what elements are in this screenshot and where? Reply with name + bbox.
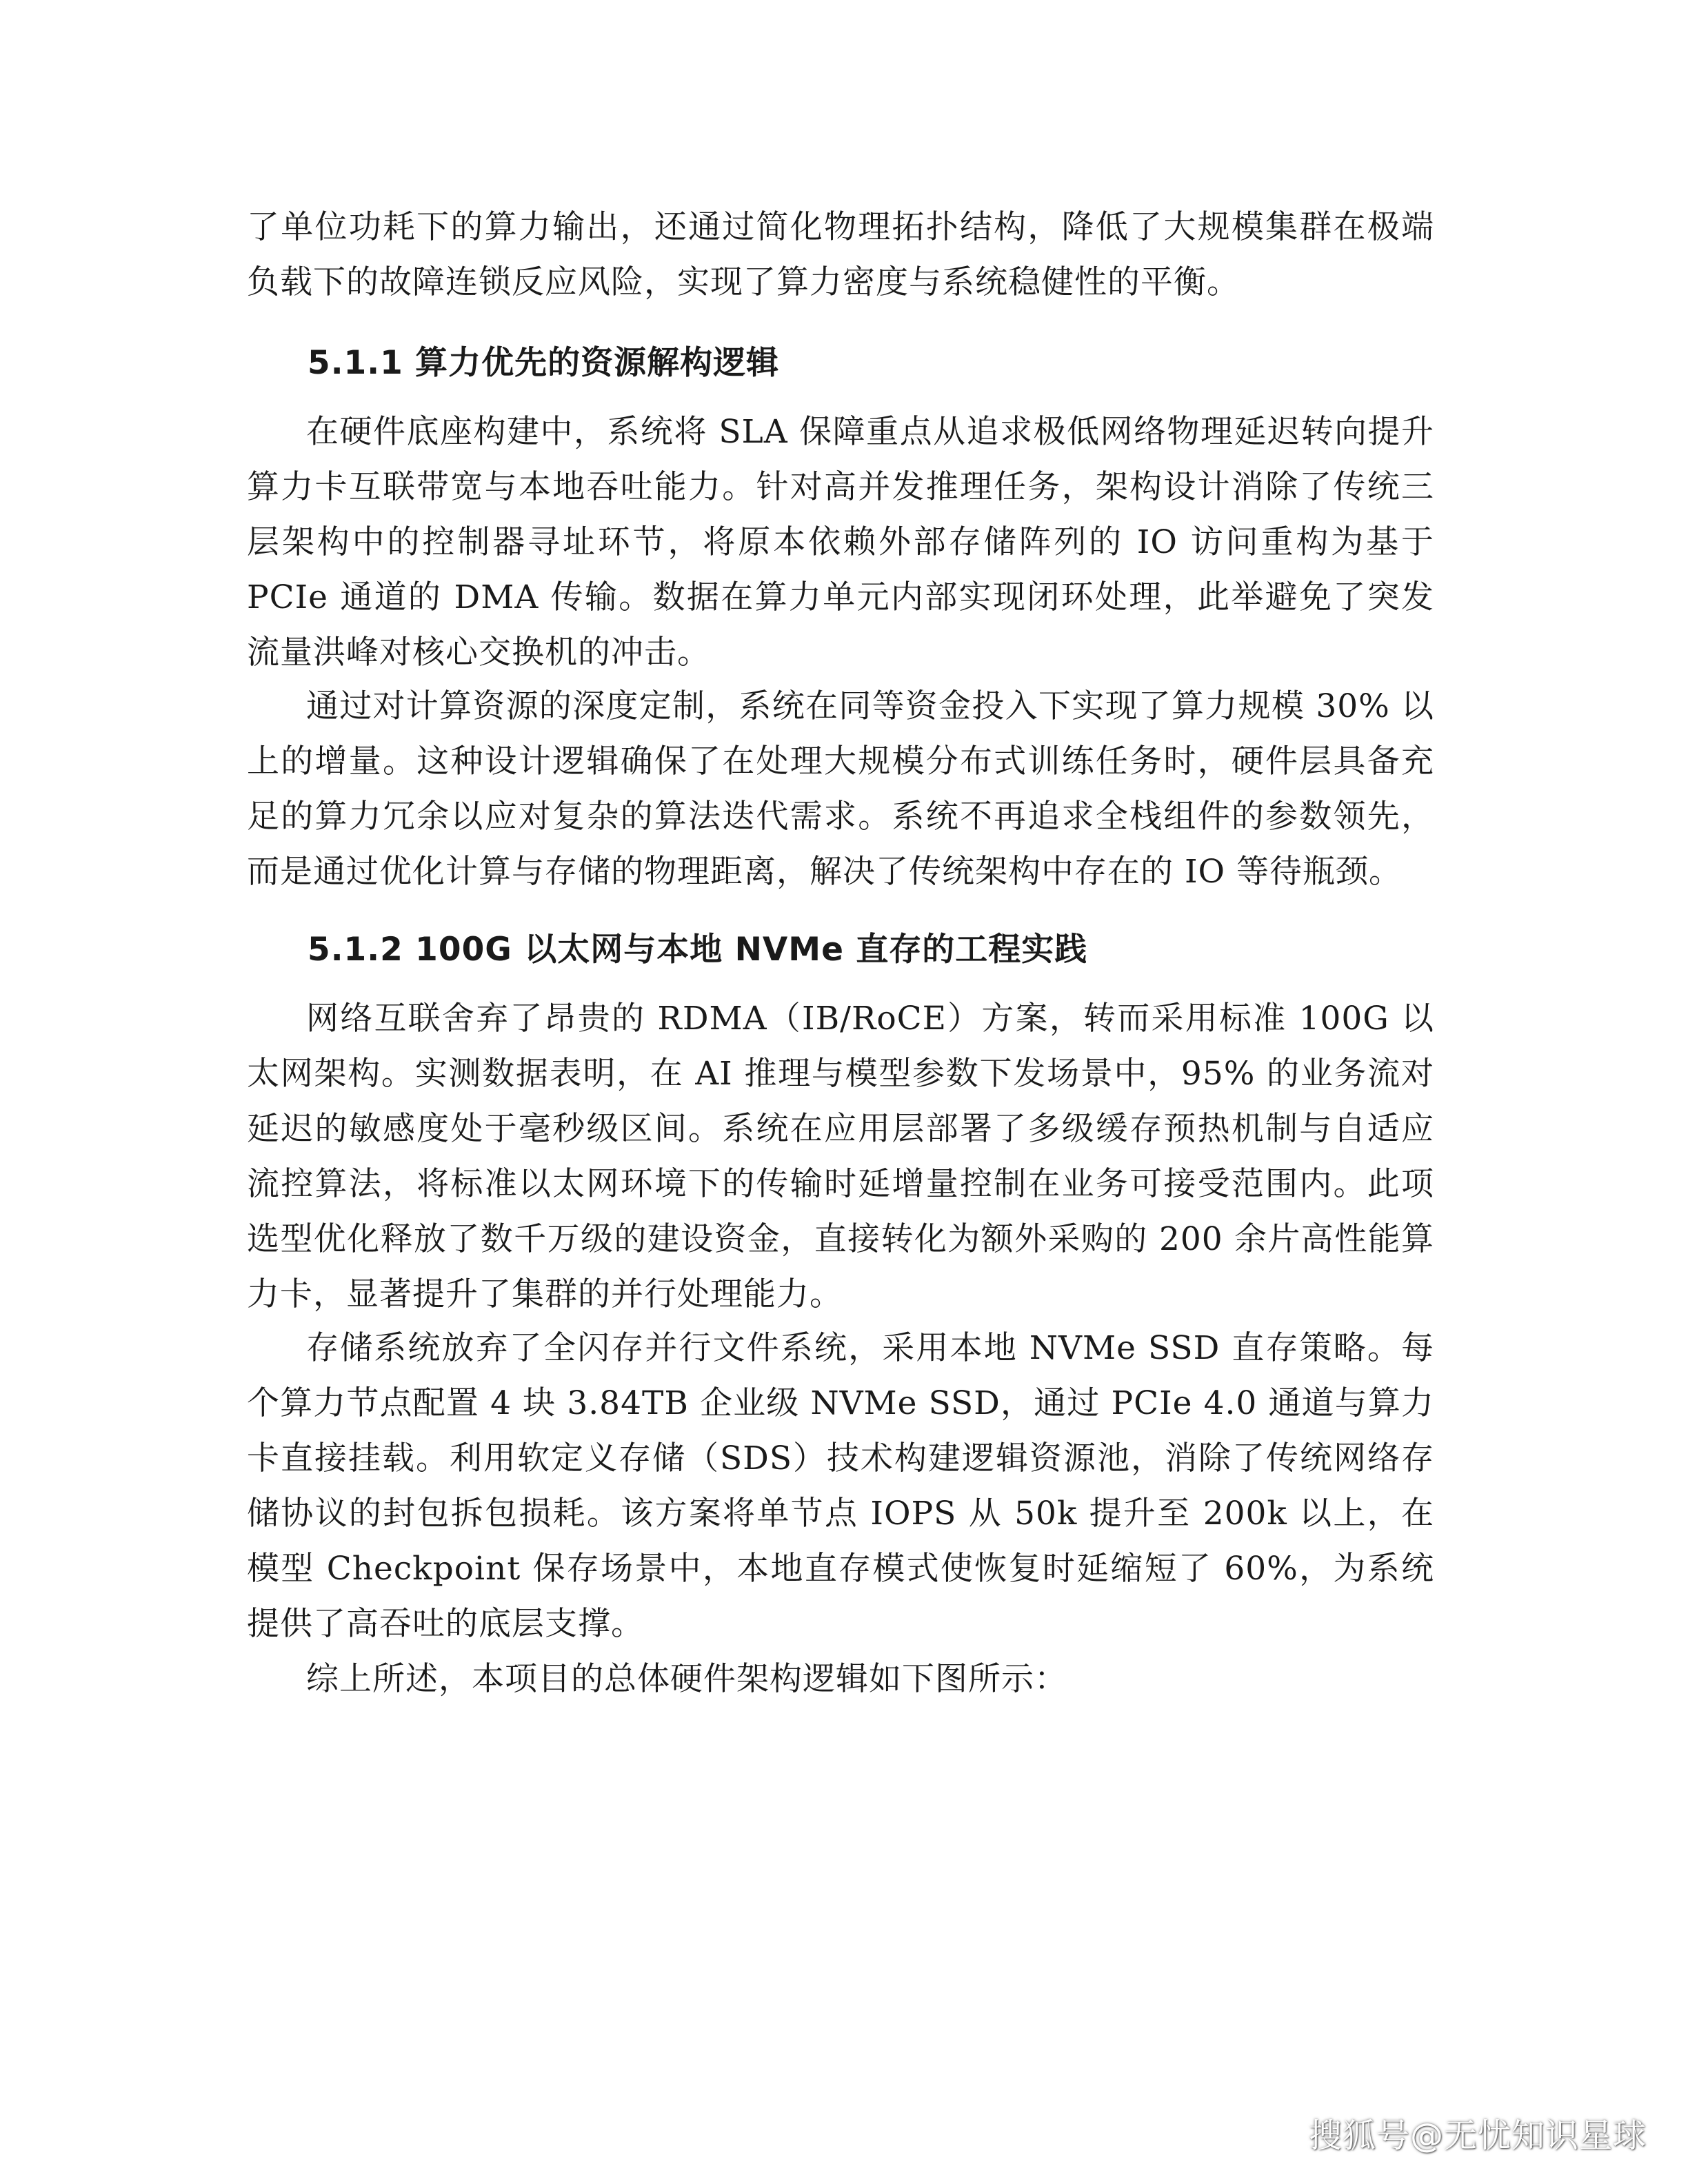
section-5-1-2-paragraph-1: 网络互联舍弃了昂贵的 RDMA（IB/RoCE）方案，转而采用标准 100G 以太网架构。实测数据表明，在 AI 推理与模型参数下发场景中，95% 的业务流对延迟的敏感度处于毫秒级区间。系统在应用层部署了多级缓存预热机制与自适应流控算法，将标准以太网环境下的传输时延增量控制在业务可接受范围内。此项选型优化释放了数千万级的建设资金，直接转化为额外采购的 200 余片高性能算力卡，显著提升了集群的并行处理能力。	[247, 1000, 1434, 1313]
section-heading-5-1-2: 5.1.2 100G 以太网与本地 NVMe 直存的工程实践	[308, 931, 1088, 969]
section-5-1-1-paragraph-1: 在硬件底座构建中，系统将 SLA 保障重点从追求极低网络物理延迟转向提升算力卡互联带宽与本地吞吐能力。针对高并发推理任务，架构设计消除了传统三层架构中的控制器寻址环节，将原本依赖外部存储阵列的 IO 访问重构为基于 PCIe 通道的 DMA 传输。数据在算力单元内部实现闭环处理，此举避免了突发流量洪峰对核心交换机的冲击。	[247, 413, 1434, 671]
section-heading-5-1-1: 5.1.1 算力优先的资源解构逻辑	[308, 344, 780, 382]
watermark: 搜狐号@无忧知识星球	[1308, 2116, 1647, 2155]
intro-paragraph: 了单位功耗下的算力输出，还通过简化物理拓扑结构，降低了大规模集群在极端负载下的故障连锁反应风险，实现了算力密度与系统稳健性的平衡。	[247, 208, 1434, 301]
section-5-1-2-paragraph-2: 存储系统放弃了全闪存并行文件系统，采用本地 NVMe SSD 直存策略。每个算力节点配置 4 块 3.84TB 企业级 NVMe SSD，通过 PCIe 4.0 通道与算力卡直接挂载。利用软定义存储（SDS）技术构建逻辑资源池，消除了传统网络存储协议的封包拆包损耗。该方案将单节点 IOPS 从 50k 提升至 200k 以上，在模型 Checkpoint 保存场景中，本地直存模式使恢复时延缩短了 60%，为系统提供了高吞吐的底层支撑。	[247, 1329, 1434, 1643]
section-5-1-2-paragraph-3: 综上所述，本项目的总体硬件架构逻辑如下图所示：	[306, 1660, 1067, 1698]
section-5-1-1-paragraph-2: 通过对计算资源的深度定制，系统在同等资金投入下实现了算力规模 30% 以上的增量。这种设计逻辑确保了在处理大规模分布式训练任务时，硬件层具备充足的算力冗余以应对复杂的算法迭代需求。系统不再追求全栈组件的参数领先，而是通过优化计算与存储的物理距离，解决了传统架构中存在的 IO 等待瓶颈。	[247, 687, 1434, 891]
